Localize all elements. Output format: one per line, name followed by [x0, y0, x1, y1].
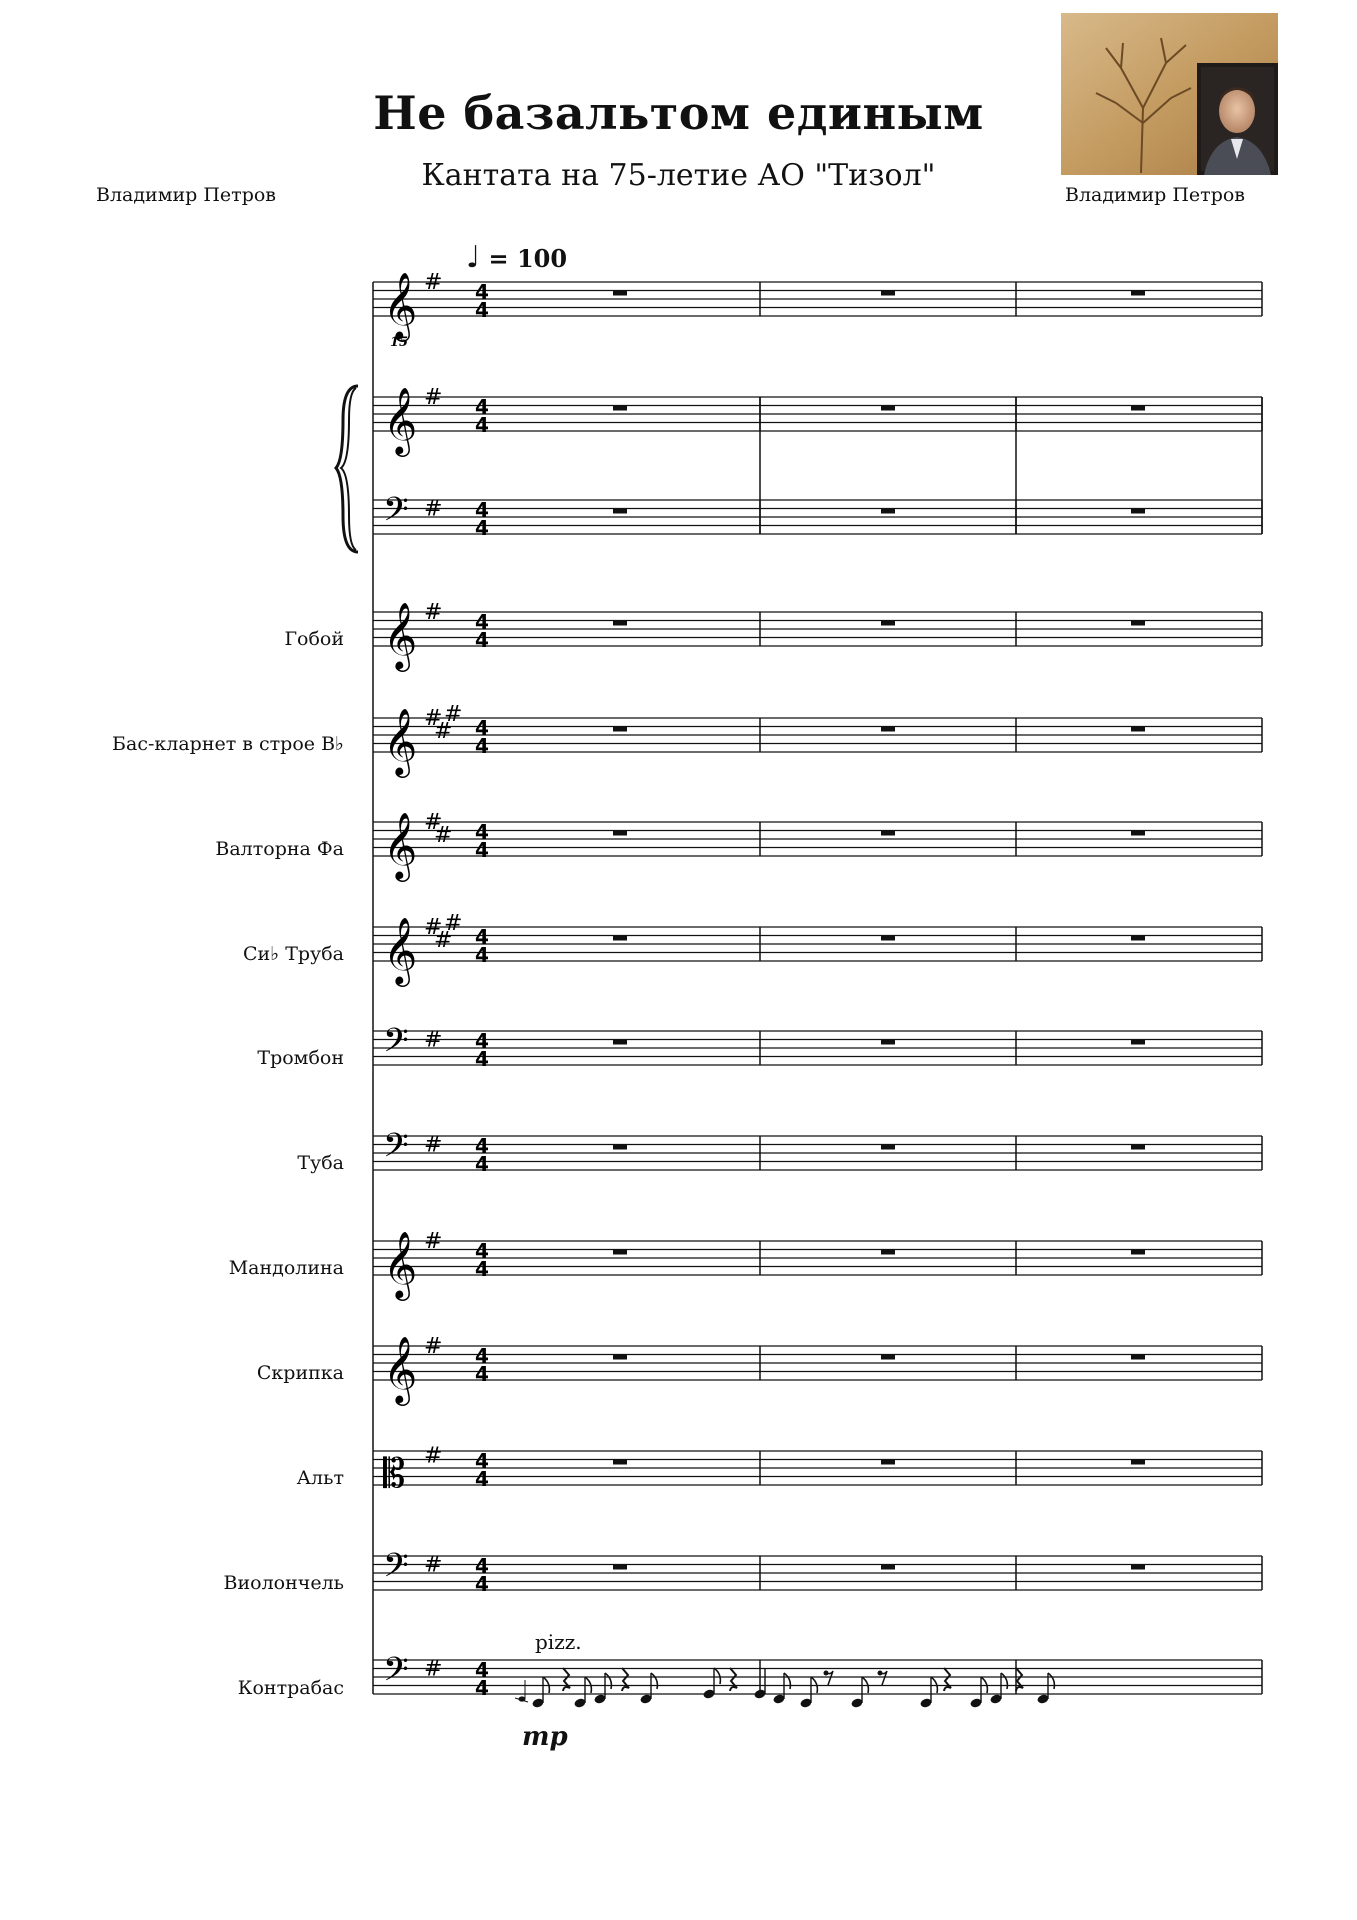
whole-rest [1131, 406, 1145, 411]
treble-clef-icon: 𝄞 [383, 386, 418, 454]
pizz-marking: pizz. [535, 1630, 582, 1654]
staff-label-cello: Виолончель [223, 1572, 344, 1594]
sharp-icon: # [434, 822, 453, 848]
svg-text:4: 4 [475, 628, 489, 652]
whole-rest [881, 1355, 895, 1360]
whole-rest [613, 1565, 627, 1570]
sharp-icon: # [424, 1132, 443, 1158]
treble-clef-icon: 𝄞 [383, 811, 418, 879]
quarter-rest [622, 1668, 629, 1691]
whole-rest [1131, 509, 1145, 514]
whole-rest [613, 727, 627, 732]
quarter-rest [944, 1668, 951, 1691]
quarter-note-icon: ♩ [466, 240, 481, 275]
whole-rest [881, 509, 895, 514]
whole-rest [881, 1145, 895, 1150]
whole-rest [1131, 1250, 1145, 1255]
staff-label-tuba: Туба [297, 1152, 344, 1174]
whole-rest [613, 1460, 627, 1465]
svg-text:4: 4 [475, 1344, 489, 1368]
quarter-rest [563, 1668, 570, 1691]
staff-1 [373, 385, 1262, 457]
whole-rest [1131, 1040, 1145, 1045]
svg-text:4: 4 [475, 1658, 489, 1682]
svg-text:4: 4 [475, 610, 489, 634]
svg-text:4: 4 [475, 820, 489, 844]
svg-text:4: 4 [475, 716, 489, 740]
bass-clef-icon: 𝄢 [383, 1547, 409, 1593]
treble-clef-icon: 𝄞 [383, 1335, 418, 1403]
whole-rest [1131, 727, 1145, 732]
whole-rest [881, 1460, 895, 1465]
staff-label-trumpet: Си♭ Труба [243, 943, 344, 965]
whole-rest [881, 621, 895, 626]
treble-clef-icon: 𝄞 [383, 916, 418, 984]
bass-clef-icon: 𝄢 [383, 1022, 409, 1068]
score-subtitle: Кантата на 75-летие АО "Тизол" [421, 158, 936, 193]
svg-text:4: 4 [475, 1572, 489, 1596]
sharp-icon: # [424, 1027, 443, 1053]
staff-label-trombone: Тромбон [257, 1047, 344, 1069]
staff-11 [373, 1443, 1262, 1497]
staff-label-mandolin: Мандолина [228, 1257, 344, 1279]
staff-10 [373, 1334, 1262, 1406]
treble-clef-icon: 𝄞 [383, 601, 418, 669]
whole-rest [1131, 1145, 1145, 1150]
svg-text:15: 15 [390, 335, 409, 350]
eighth-rest [826, 1671, 833, 1685]
alto-clef-icon: 𝄡 [383, 1451, 406, 1497]
whole-rest [881, 936, 895, 941]
staff-6 [373, 911, 1262, 987]
composer-right: Владимир Петров [1065, 184, 1245, 206]
svg-text:4: 4 [475, 395, 489, 419]
whole-rest [613, 1250, 627, 1255]
whole-rest [1131, 936, 1145, 941]
sharp-icon: # [424, 385, 443, 410]
svg-text:4: 4 [475, 1554, 489, 1578]
svg-text:4: 4 [475, 1467, 489, 1491]
svg-text:4: 4 [475, 838, 489, 862]
svg-text:4: 4 [475, 1029, 489, 1053]
sharp-icon: # [424, 270, 443, 295]
svg-text:4: 4 [475, 1134, 489, 1158]
tempo-value: = 100 [488, 244, 568, 273]
staff-label-violin: Скрипка [256, 1362, 344, 1384]
whole-rest [881, 1040, 895, 1045]
svg-text:4: 4 [475, 1239, 489, 1263]
whole-rest [881, 831, 895, 836]
composer-left: Владимир Петров [96, 184, 276, 206]
staff-3 [373, 600, 1262, 672]
staff-12 [373, 1547, 1262, 1596]
whole-rest [613, 509, 627, 514]
whole-rest [613, 831, 627, 836]
whole-rest [613, 406, 627, 411]
sharp-icon: # [434, 718, 453, 744]
whole-rest [613, 621, 627, 626]
whole-rest [1131, 621, 1145, 626]
dynamic-mp: mp [522, 1722, 568, 1752]
svg-text:4: 4 [475, 413, 489, 437]
svg-text:4: 4 [475, 280, 489, 304]
sharp-icon: # [434, 927, 453, 953]
sharp-icon: # [424, 706, 443, 731]
svg-text:4: 4 [475, 498, 489, 522]
piano-brace [336, 386, 358, 552]
whole-rest [613, 291, 627, 296]
staff-9 [373, 1229, 1262, 1301]
bass-clef-icon: 𝄢 [383, 1651, 409, 1697]
staff-label-viola: Альт [296, 1467, 344, 1489]
whole-rest [881, 1565, 895, 1570]
svg-text:4: 4 [475, 1047, 489, 1071]
svg-text:4: 4 [475, 1152, 489, 1176]
staff-5 [373, 810, 1262, 882]
whole-rest [1131, 831, 1145, 836]
sharp-icon: # [444, 910, 463, 936]
svg-text:4: 4 [475, 943, 489, 967]
treble-clef-icon: 𝄞 [383, 1230, 418, 1298]
whole-rest [881, 291, 895, 296]
contrabass-notes [515, 1660, 1054, 1709]
svg-text:4: 4 [475, 1676, 489, 1700]
sharp-icon: # [424, 1229, 443, 1254]
staff-4 [373, 702, 1262, 778]
treble-clef-icon: 𝄞 [383, 707, 418, 775]
sharp-icon: # [424, 810, 443, 835]
staff-7 [373, 1022, 1262, 1071]
whole-rest [881, 727, 895, 732]
sharp-icon: # [424, 1443, 443, 1469]
quarter-rest [730, 1668, 737, 1691]
staff-0 [373, 270, 1262, 350]
score-title: Не базальтом единым [373, 86, 984, 140]
whole-rest [1131, 1460, 1145, 1465]
sharp-icon: # [424, 496, 443, 522]
staff-8 [373, 1127, 1262, 1176]
whole-rest [613, 936, 627, 941]
svg-text:4: 4 [475, 1257, 489, 1281]
whole-rest [613, 1145, 627, 1150]
staff-2 [373, 491, 1262, 540]
sharp-icon: # [424, 600, 443, 625]
whole-rest [613, 1355, 627, 1360]
whole-rest [1131, 291, 1145, 296]
sharp-icon: # [424, 915, 443, 940]
treble-15-clef-icon: 𝄞 [383, 271, 418, 339]
svg-text:4: 4 [475, 1449, 489, 1473]
bass-clef-icon: 𝄢 [383, 1127, 409, 1173]
sharp-icon: # [424, 1334, 443, 1359]
whole-rest [1131, 1355, 1145, 1360]
staff-label-horn: Валторна Фа [215, 838, 344, 860]
staff-label-bass-clarinet: Бас-кларнет в строе B♭ [112, 733, 344, 755]
svg-text:4: 4 [475, 1362, 489, 1386]
whole-rest [881, 406, 895, 411]
whole-rest [613, 1040, 627, 1045]
sharp-icon: # [424, 1552, 443, 1578]
svg-text:4: 4 [475, 516, 489, 540]
whole-rest [1131, 1565, 1145, 1570]
staff-label-oboe: Гобой [284, 628, 344, 650]
quarter-rest [1016, 1668, 1023, 1691]
svg-text:4: 4 [475, 298, 489, 322]
svg-text:4: 4 [475, 925, 489, 949]
sharp-icon: # [424, 1656, 443, 1682]
svg-text:4: 4 [475, 734, 489, 758]
eighth-rest [880, 1671, 887, 1685]
sharp-icon: # [444, 701, 463, 727]
staff-label-contrabass: Контрабас [237, 1677, 344, 1699]
bass-clef-icon: 𝄢 [383, 491, 409, 537]
whole-rest [881, 1250, 895, 1255]
